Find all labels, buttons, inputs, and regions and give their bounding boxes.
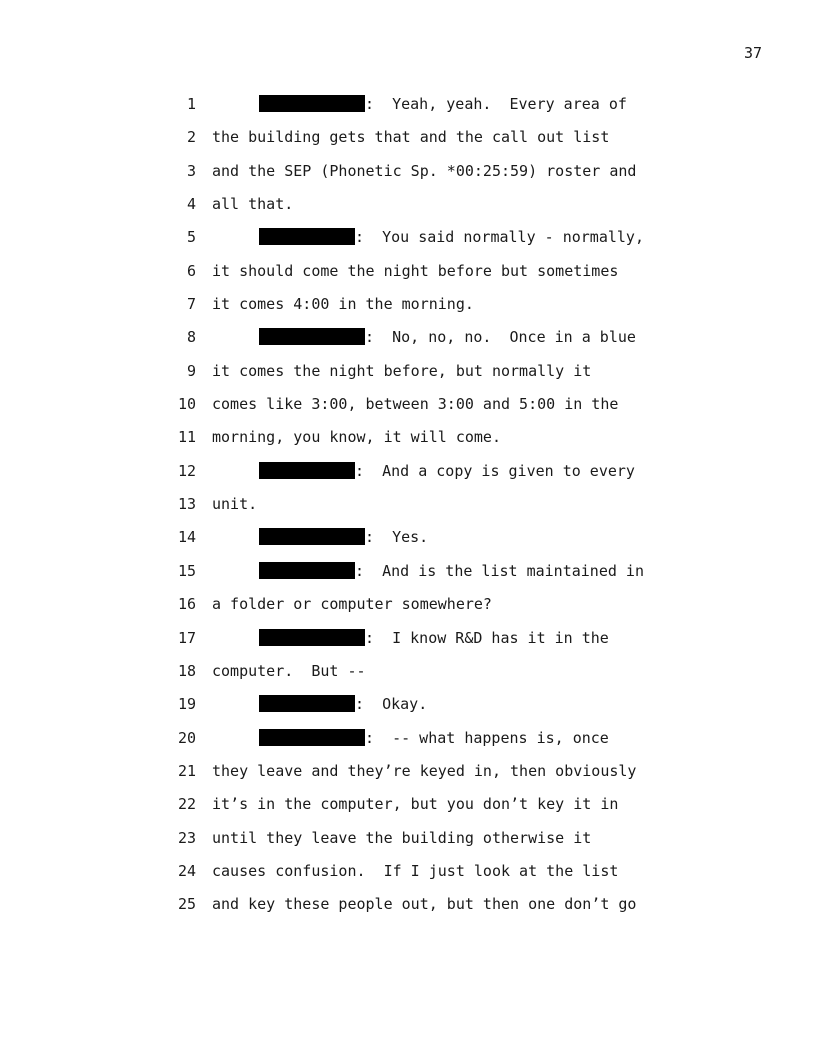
line-number: 3 [186, 161, 196, 180]
line-content: and the SEP (Phonetic Sp. *00:25:59) roster and [212, 161, 637, 180]
redacted-speaker-name [259, 328, 365, 345]
line-number: 21 [177, 761, 196, 780]
line-content: computer. But -- [212, 661, 366, 680]
line-text [212, 859, 618, 883]
transcript-line [0, 626, 816, 659]
line-number: 17 [177, 628, 196, 647]
transcript-line [0, 425, 816, 458]
speaker-turn-text [259, 726, 609, 750]
transcript-line [0, 859, 816, 892]
transcript-line [0, 292, 816, 325]
transcript-line [0, 125, 816, 158]
line-text [212, 759, 636, 783]
redacted-speaker-name [259, 462, 355, 479]
redacted-speaker-name [259, 95, 365, 112]
line-content: : And a copy is given to every [355, 461, 635, 480]
transcript-line [0, 726, 816, 759]
transcript-line [0, 459, 816, 492]
speaker-turn-text [259, 692, 427, 716]
redacted-speaker-name [259, 228, 355, 245]
line-content: : You said normally - normally, [355, 228, 644, 247]
line-text [212, 292, 474, 316]
line-content: comes like 3:00, between 3:00 and 5:00 in the [212, 395, 619, 414]
transcript-line [0, 559, 816, 592]
speaker-turn-text [259, 225, 644, 249]
line-number: 11 [177, 428, 196, 447]
line-content: it comes 4:00 in the morning. [212, 295, 474, 314]
transcript-line [0, 392, 816, 425]
line-number: 18 [177, 661, 196, 680]
transcript-line [0, 659, 816, 692]
line-content: : I know R&D has it in the [365, 628, 609, 647]
transcript-line [0, 325, 816, 358]
line-text [212, 125, 609, 149]
line-content: : No, no, no. Once in a blue [365, 328, 636, 347]
line-text [212, 659, 366, 683]
line-content: : Okay. [355, 695, 428, 714]
redacted-speaker-name [259, 629, 365, 646]
line-number: 23 [177, 828, 196, 847]
line-content: it comes the night before, but normally it [212, 361, 592, 380]
transcript-line [0, 826, 816, 859]
line-number: 12 [177, 461, 196, 480]
redacted-speaker-name [259, 528, 365, 545]
line-text [212, 792, 618, 816]
line-number: 4 [186, 195, 196, 214]
transcript-line [0, 692, 816, 725]
transcript-line [0, 592, 816, 625]
transcript-line [0, 759, 816, 792]
line-number: 10 [177, 395, 196, 414]
page-number: 37 [743, 44, 762, 62]
line-content: all that. [212, 195, 294, 214]
line-content: unit. [212, 495, 258, 514]
line-number: 13 [177, 495, 196, 514]
transcript-line [0, 225, 816, 258]
line-text [212, 425, 501, 449]
line-text [212, 359, 591, 383]
line-number: 16 [177, 595, 196, 614]
line-number: 15 [177, 561, 196, 580]
line-number: 24 [177, 861, 196, 880]
line-number: 20 [177, 728, 196, 747]
redacted-speaker-name [259, 729, 365, 746]
line-text [212, 392, 618, 416]
line-text [212, 492, 257, 516]
line-number: 22 [177, 795, 196, 814]
line-number: 6 [186, 261, 196, 280]
speaker-turn-text [259, 559, 644, 583]
speaker-turn-text [259, 626, 609, 650]
transcript-line [0, 892, 816, 925]
line-text [212, 592, 492, 616]
transcript-line [0, 792, 816, 825]
line-number: 1 [186, 95, 196, 113]
line-number: 14 [177, 528, 196, 547]
line-text [212, 892, 636, 916]
line-text [212, 259, 618, 283]
line-content: : -- what happens is, once [365, 728, 609, 747]
speaker-turn-text [259, 459, 635, 483]
line-content: : Yeah, yeah. Every area of [365, 95, 627, 113]
transcript-line [0, 525, 816, 558]
transcript-line [0, 492, 816, 525]
speaker-turn-text [259, 525, 428, 549]
line-number: 19 [177, 695, 196, 714]
line-content: : And is the list maintained in [355, 561, 644, 580]
transcript-line [0, 259, 816, 292]
transcript-line [0, 359, 816, 392]
line-content: causes confusion. If I just look at the list [212, 861, 619, 880]
line-number: 25 [177, 895, 196, 914]
transcript-line [0, 92, 816, 125]
transcript-body [0, 92, 816, 926]
redacted-speaker-name [259, 562, 355, 579]
line-text [212, 826, 591, 850]
line-number: 2 [186, 128, 196, 147]
line-number: 7 [186, 295, 196, 314]
line-content: : Yes. [365, 528, 429, 547]
line-text [212, 192, 293, 216]
line-number: 9 [186, 361, 196, 380]
line-content: a folder or computer somewhere? [212, 595, 492, 614]
transcript-line [0, 192, 816, 225]
line-content: until they leave the building otherwise it [212, 828, 592, 847]
line-content: and key these people out, but then one don’t go [212, 895, 637, 914]
speaker-turn-text [259, 325, 636, 349]
line-text [212, 159, 636, 183]
transcript-line [0, 159, 816, 192]
line-content: morning, you know, it will come. [212, 428, 501, 447]
line-content: the building gets that and the call out list [212, 128, 610, 147]
line-number: 8 [186, 328, 196, 347]
line-number: 5 [186, 228, 196, 247]
line-content: it’s in the computer, but you don’t key it in [212, 795, 619, 814]
line-content: it should come the night before but sometimes [212, 261, 619, 280]
line-content: they leave and they’re keyed in, then obviously [212, 761, 637, 780]
speaker-turn-text [259, 92, 627, 116]
redacted-speaker-name [259, 695, 355, 712]
